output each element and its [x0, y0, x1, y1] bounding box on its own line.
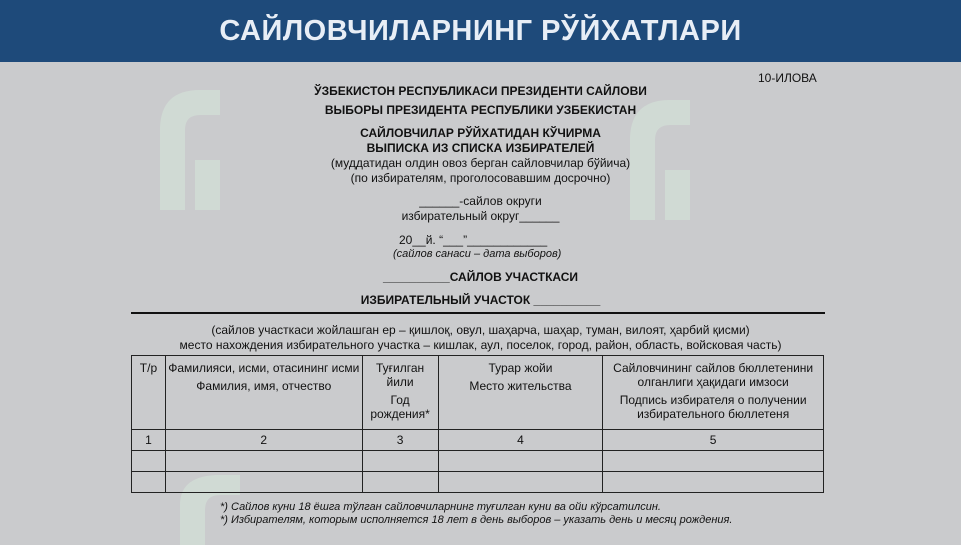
voter-list-table: [131, 355, 824, 493]
header-number: Т/р: [132, 356, 166, 430]
footnote-ru: *) Избирателям, которым исполняется 18 лет в день выборов – указать день и месяц рождения.: [220, 514, 733, 526]
banner-title: САЙЛОВЧИЛАРНИНГ РЎЙХАТЛАРИ: [219, 14, 742, 47]
header-birth-year: Туғилган йили Год рождения*: [362, 356, 438, 430]
table-number-row: [132, 430, 824, 451]
column-number: 4: [438, 430, 603, 451]
table-cell: [438, 451, 603, 472]
location-note-ru: место нахождения избирательного участка – кишлак, аул, поселок, город, район, область, войсковая часть): [179, 338, 782, 352]
title-banner: [0, 0, 961, 62]
early-voting-note-uz: (муддатидан олдин овоз берган сайловчилар бўйича): [330, 156, 631, 170]
document-page: [0, 62, 961, 540]
early-voting-note-ru: (по избирателям, проголосовавшим досрочно): [350, 171, 611, 185]
station-title-uz: __________САЙЛОВ УЧАСТКАСИ: [382, 270, 579, 284]
appendix-number: 10-ИЛОВА: [758, 71, 817, 85]
extract-title-uz: САЙЛОВЧИЛАР РЎЙХАТИДАН КЎЧИРМА: [360, 126, 601, 140]
station-title-ru: ИЗБИРАТЕЛЬНЫЙ УЧАСТОК __________: [360, 293, 601, 307]
table-row: [132, 472, 824, 493]
extract-title-ru: ВЫПИСКА ИЗ СПИСКА ИЗБИРАТЕЛЕЙ: [366, 141, 595, 155]
district-line-uz: ______-сайлов округи: [419, 194, 542, 208]
election-title-ru: ВЫБОРЫ ПРЕЗИДЕНТА РЕСПУБЛИКИ УЗБЕКИСТАН: [324, 103, 637, 117]
location-note-uz: (сайлов участкаси жойлашган ер – қишлоқ, овул, шаҳарча, шаҳар, туман, вилоят, ҳарбий қисми): [211, 323, 750, 337]
table-cell: [438, 472, 603, 493]
column-number: 3: [362, 430, 438, 451]
election-title-uz: ЎЗБЕКИСТОН РЕСПУБЛИКАСИ ПРЕЗИДЕНТИ САЙЛОВИ: [314, 84, 647, 98]
table-cell: [603, 451, 824, 472]
header-residence: Турар жойи Место жительства: [438, 356, 603, 430]
table-header-row: [132, 356, 824, 430]
divider-line: [131, 312, 825, 314]
table-cell: [362, 472, 438, 493]
table-cell: [165, 451, 362, 472]
date-caption: (сайлов санаси – дата выборов): [393, 248, 562, 260]
column-number: 1: [132, 430, 166, 451]
header-full-name: Фамилияси, исми, отасининг исми Фамилия, имя, отчество: [165, 356, 362, 430]
footnote-uz: *) Сайлов куни 18 ёшга тўлган сайловчиларнинг туғилган куни ва ойи кўрсатилсин.: [220, 501, 661, 513]
column-number: 5: [603, 430, 824, 451]
header-signature: Сайловчининг сайлов бюллетенини олганлиги ҳақидаги имзоси Подпись избирателя о получении избирательного бюллетеня: [603, 356, 824, 430]
column-number: 2: [165, 430, 362, 451]
table-cell: [132, 451, 166, 472]
table-cell: [132, 472, 166, 493]
district-line-ru: избирательный округ______: [401, 209, 560, 223]
date-line: 20__й. “___”____________: [399, 233, 548, 247]
table-cell: [362, 451, 438, 472]
table-row: [132, 451, 824, 472]
table-cell: [165, 472, 362, 493]
table-cell: [603, 472, 824, 493]
